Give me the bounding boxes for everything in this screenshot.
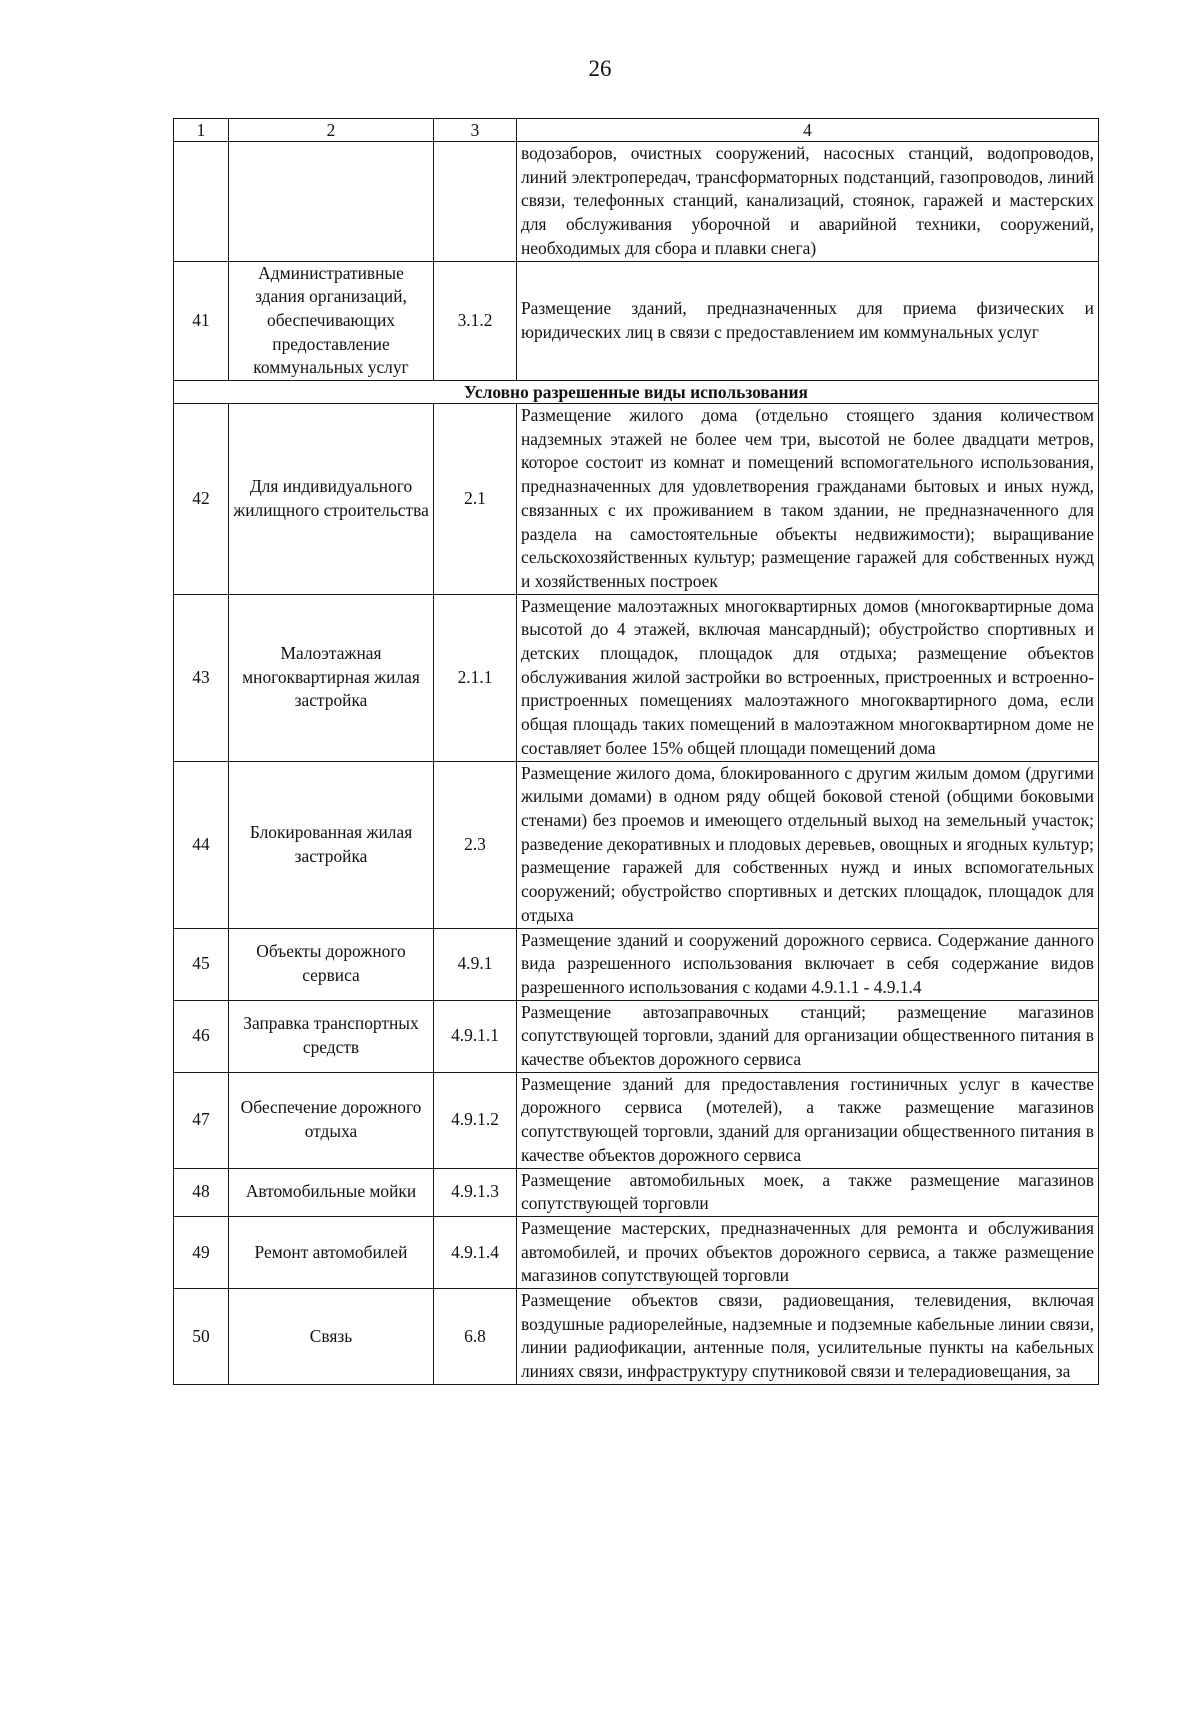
table-row xyxy=(174,142,1099,262)
table-section xyxy=(174,381,1099,404)
use-type-name: Заправка транспортных средств xyxy=(229,1000,434,1072)
use-type-name: Ремонт автомобилей xyxy=(229,1216,434,1288)
table-row xyxy=(174,928,1099,1000)
column-header-row xyxy=(174,119,1099,142)
section-header-row xyxy=(174,381,1099,404)
table-row xyxy=(174,261,1099,381)
row-number: 47 xyxy=(174,1072,229,1168)
use-description: Размещение автомобильных моек, а также размещение магазинов сопутствующей торговли xyxy=(517,1168,1099,1216)
use-code: 2.1.1 xyxy=(434,594,517,761)
column-header: 3 xyxy=(434,119,517,142)
row-number: 41 xyxy=(174,261,229,381)
page-number: 26 xyxy=(588,56,612,81)
use-description: Размещение зданий, предназначенных для приема физических и юридических лиц в связи с предоставлением им коммунальных услуг xyxy=(517,261,1099,381)
row-number: 49 xyxy=(174,1216,229,1288)
use-description: Размещение автозаправочных станций; размещение магазинов сопутствующей торговли, зданий для организации общественного питания в качестве объектов дорожного сервиса xyxy=(517,1000,1099,1072)
row-number: 45 xyxy=(174,928,229,1000)
use-description: Размещение жилого дома, блокированного с другим жилым домом (другими жилыми домами) в одном ряду общей боковой стеной (общими боковыми стенами) без проемов и имеющего отдельный выход на земельный участок; разведение декоративных и плодовых деревьев, овощных и ягодных культур; размещение гаражей для собственных нужд и иных вспомогательных сооружений; обустройство спортивных и детских площадок, площадок для отдыха xyxy=(517,761,1099,928)
row-number: 42 xyxy=(174,404,229,595)
table-row xyxy=(174,404,1099,595)
table-row xyxy=(174,1000,1099,1072)
row-number xyxy=(174,142,229,262)
use-description: Размещение малоэтажных многоквартирных домов (многоквартирные дома высотой до 4 этажей, включая мансардный); обустройство спортивных и детских площадок, площадок для отдыха; размещение объектов обслуживания жилой застройки во встроенных, пристроенных и встроенно-пристроенных помещениях малоэтажного многоквартирного дома, если общая площадь таких помещений в малоэтажном многоквартирном доме не составляет более 15% общей площади помещений дома xyxy=(517,594,1099,761)
use-description: Размещение мастерских, предназначенных для ремонта и обслуживания автомобилей, и прочих объектов дорожного сервиса, а также размещение магазинов сопутствующей торговли xyxy=(517,1216,1099,1288)
use-type-name: Блокированная жилая застройка xyxy=(229,761,434,928)
use-type-name: Объекты дорожного сервиса xyxy=(229,928,434,1000)
row-number: 48 xyxy=(174,1168,229,1216)
use-type-name xyxy=(229,142,434,262)
use-type-name: Малоэтажная многоквартирная жилая застройка xyxy=(229,594,434,761)
use-code: 4.9.1.1 xyxy=(434,1000,517,1072)
use-code: 2.3 xyxy=(434,761,517,928)
use-type-name: Административные здания организаций, обеспечивающих предоставление коммунальных услуг xyxy=(229,261,434,381)
use-code: 3.1.2 xyxy=(434,261,517,381)
column-header: 1 xyxy=(174,119,229,142)
use-type-name: Для индивидуального жилищного строительства xyxy=(229,404,434,595)
row-number: 43 xyxy=(174,594,229,761)
column-header: 4 xyxy=(517,119,1099,142)
use-description: Размещение объектов связи, радиовещания, телевидения, включая воздушные радиорелейные, надземные и подземные кабельные линии связи, линии радиофикации, антенные поля, усилительные пункты на кабельных линиях связи, инфраструктуру спутниковой связи и телерадиовещания, за xyxy=(517,1289,1099,1385)
use-description: Размещение жилого дома (отдельно стоящего здания количеством надземных этажей не более чем три, высотой не более двадцати метров, которое состоит из комнат и помещений вспомогательного использования, предназначенных для удовлетворения гражданами бытовых и иных нужд, связанных с их проживанием в таком здании, не предназначенного для раздела на самостоятельные объекты недвижимости); выращивание сельскохозяйственных культур; размещение гаражей для собственных нужд и хозяйственных построек xyxy=(517,404,1099,595)
row-number: 50 xyxy=(174,1289,229,1385)
row-number: 46 xyxy=(174,1000,229,1072)
row-number: 44 xyxy=(174,761,229,928)
land-use-table xyxy=(173,118,1099,1385)
table-row xyxy=(174,1216,1099,1288)
use-code: 2.1 xyxy=(434,404,517,595)
use-description: Размещение зданий для предоставления гостиничных услуг в качестве дорожного сервиса (мотелей), а также размещение магазинов сопутствующей торговли, зданий для организации общественного питания в качестве объектов дорожного сервиса xyxy=(517,1072,1099,1168)
table-row xyxy=(174,1168,1099,1216)
use-type-name: Связь xyxy=(229,1289,434,1385)
table-row xyxy=(174,1072,1099,1168)
use-code xyxy=(434,142,517,262)
table-row xyxy=(174,1289,1099,1385)
table-body-conditional xyxy=(174,404,1099,1385)
use-code: 6.8 xyxy=(434,1289,517,1385)
table-row xyxy=(174,594,1099,761)
section-title: Условно разрешенные виды использования xyxy=(174,381,1099,404)
table-body-main xyxy=(174,142,1099,381)
table-row xyxy=(174,761,1099,928)
use-code: 4.9.1.2 xyxy=(434,1072,517,1168)
use-type-name: Автомобильные мойки xyxy=(229,1168,434,1216)
use-type-name: Обеспечение дорожного отдыха xyxy=(229,1072,434,1168)
use-description: водозаборов, очистных сооружений, насосных станций, водопроводов, линий электропередач, трансформаторных подстанций, газопроводов, линий связи, телефонных станций, канализаций, стоянок, гаражей и мастерских для обслуживания уборочной и аварийной техники, сооружений, необходимых для сбора и плавки снега) xyxy=(517,142,1099,262)
use-code: 4.9.1.4 xyxy=(434,1216,517,1288)
use-description: Размещение зданий и сооружений дорожного сервиса. Содержание данного вида разрешенного использования включает в себя содержание видов разрешенного использования с кодами 4.9.1.1 - 4.9.1.4 xyxy=(517,928,1099,1000)
column-header: 2 xyxy=(229,119,434,142)
use-code: 4.9.1.3 xyxy=(434,1168,517,1216)
use-code: 4.9.1 xyxy=(434,928,517,1000)
